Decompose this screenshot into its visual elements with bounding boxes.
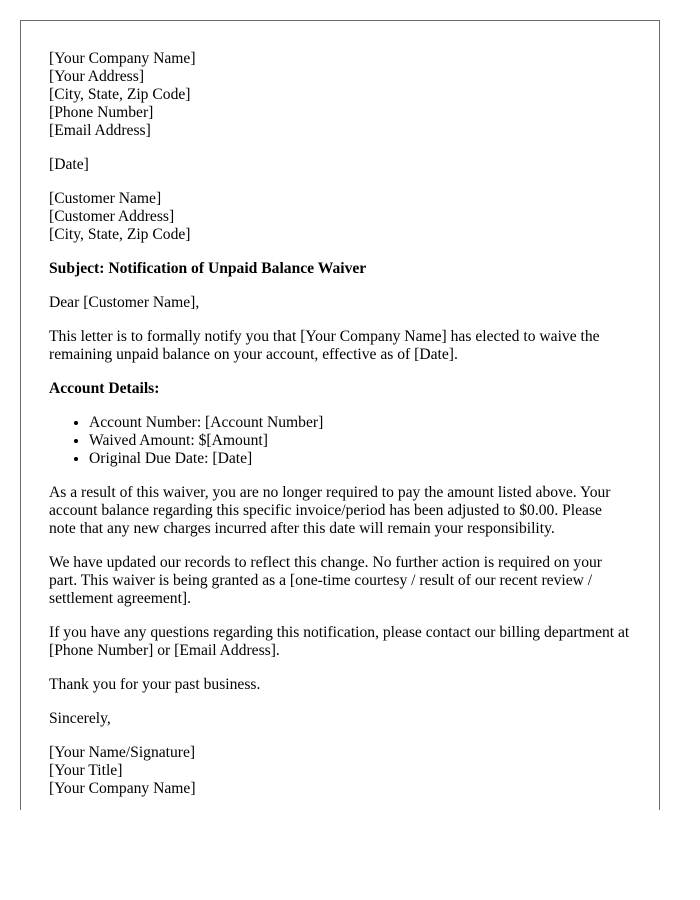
signature-name: [Your Name/Signature] [49, 744, 196, 761]
signature-company: [Your Company Name] [49, 780, 196, 797]
thank-you-paragraph: Thank you for your past business. [49, 676, 261, 693]
subject-line: Subject: Notification of Unpaid Balance Waiver [49, 260, 367, 277]
salutation: Dear [Customer Name], [49, 294, 200, 311]
signature-title: [Your Title] [49, 762, 123, 779]
recipient-city-state-zip: [City, State, Zip Code] [49, 226, 191, 243]
sender-address-block [49, 50, 631, 140]
recipient-address-block [49, 190, 631, 244]
account-details-heading: Account Details: [49, 380, 160, 397]
list-item: • Original Due Date: [Date] [89, 450, 631, 468]
account-details-list [49, 414, 631, 468]
intro-paragraph: This letter is to formally notify you that [Your Company Name] has elected to waive the remaining unpaid balance on your account, effective as of [Date]. [49, 328, 600, 363]
recipient-address: [Customer Address] [49, 208, 175, 225]
date-block [49, 156, 631, 174]
recipient-name: [Customer Name] [49, 190, 162, 207]
list-item: • Waived Amount: $[Amount] [89, 432, 631, 450]
letter-page [20, 20, 660, 810]
sender-city-state-zip: [City, State, Zip Code] [49, 86, 191, 103]
signature-block [49, 744, 631, 798]
list-item: • Account Number: [Account Number] [89, 414, 631, 432]
records-updated-paragraph: We have updated our records to reflect this change. No further action is required on your part. This waiver is being granted as a [one-time courtesy / result of our recent review / settlement agreement]. [49, 554, 602, 607]
waiver-effect-paragraph: As a result of this waiver, you are no longer required to pay the amount listed above. Your account balance regarding this specific invoice/period has been adjusted to $0.00. Please note that any new charges incurred after this date will remain your responsibility. [49, 484, 611, 537]
closing: Sincerely, [49, 710, 111, 727]
sender-email: [Email Address] [49, 122, 151, 139]
letter-date: [Date] [49, 156, 89, 173]
sender-address: [Your Address] [49, 68, 145, 85]
sender-phone: [Phone Number] [49, 104, 154, 121]
contact-paragraph: If you have any questions regarding this notification, please contact our billing department at [Phone Number] or [Email Address]. [49, 624, 630, 659]
sender-company: [Your Company Name] [49, 50, 196, 67]
